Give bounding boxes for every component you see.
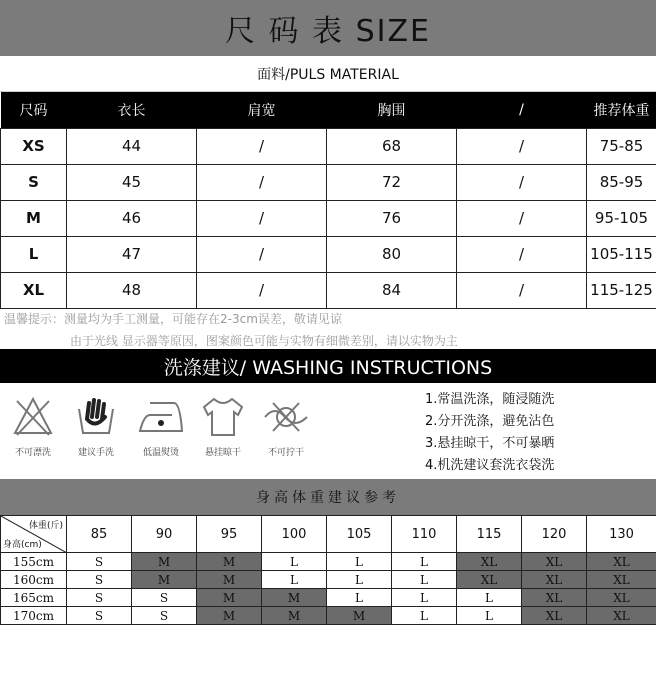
size-recommendation-cell: L [262,571,327,589]
slash-cell: / [457,128,587,164]
size-recommendation-cell: XL [587,607,656,625]
slash-cell: / [457,200,587,236]
washing-instruction-list [425,389,554,477]
size-recommendation-cell: M [132,553,197,571]
low-temp-iron-item [131,395,191,458]
chest-cell: 76 [327,200,457,236]
size-recommendation-cell: M [197,553,262,571]
size-recommendation-cell: M [327,607,392,625]
shoulder-cell: / [197,272,327,308]
shoulder-cell: / [197,236,327,272]
length-cell: 45 [67,164,197,200]
table-row [1,607,656,625]
weight-header-cell: 115 [457,516,522,553]
size-table-header [1,92,656,128]
shoulder-cell: / [197,128,327,164]
no-bleach-item [3,395,63,458]
size-recommendation-cell: M [197,607,262,625]
hand-wash-item [66,395,126,458]
weight-cell: 105-115 [587,236,656,272]
tip-measurement: 温馨提示：测量均为手工测量，可能存在2-3cm误差，敬请见谅 [4,312,342,326]
weight-cell: 115-125 [587,272,656,308]
weight-header-row [1,516,656,553]
chest-cell: 72 [327,164,457,200]
weight-cell: 75-85 [587,128,656,164]
height-weight-table [0,515,656,625]
size-recommendation-cell: L [392,553,457,571]
table-row [1,200,656,236]
size-table [0,92,656,309]
instruction-item: 1.常温洗涤，随浸随洗 [425,392,555,407]
header-length: 衣长 [67,92,197,128]
table-row [1,164,656,200]
no-wring-icon [261,395,311,439]
material-label: 面料/PULS MATERIAL [0,56,656,92]
size-recommendation-cell: S [67,589,132,607]
height-cell: 155cm [1,553,67,571]
height-cell: 170cm [1,607,67,625]
size-recommendation-cell: S [132,607,197,625]
washing-panel [0,383,656,479]
length-cell: 46 [67,200,197,236]
weight-cell: 95-105 [587,200,656,236]
size-recommendation-cell: XL [587,589,656,607]
size-recommendation-cell: L [262,553,327,571]
size-cell: L [1,236,67,272]
hand-wash-label: 建议手洗 [77,448,114,458]
weight-header-cell: 95 [197,516,262,553]
header-slash: / [457,92,587,128]
no-bleach-icon [11,395,55,439]
size-recommendation-cell: L [457,589,522,607]
size-recommendation-cell: XL [522,589,587,607]
length-cell: 48 [67,272,197,308]
instruction-item: 2.分开洗涤，避免沾色 [425,414,555,429]
header-chest: 胸围 [327,92,457,128]
size-recommendation-cell: L [392,589,457,607]
size-recommendation-cell: L [327,589,392,607]
hang-dry-label: 悬挂晾干 [204,448,241,458]
size-recommendation-cell: M [197,589,262,607]
table-row [1,272,656,308]
size-recommendation-cell: M [197,571,262,589]
hand-wash-icon [73,395,119,439]
height-cell: 165cm [1,589,67,607]
slash-cell: / [457,272,587,308]
size-cell: M [1,200,67,236]
size-recommendation-cell: XL [587,571,656,589]
weight-header-cell: 85 [67,516,132,553]
weight-header-cell: 100 [262,516,327,553]
washing-title: 洗涤建议/ WASHING INSTRUCTIONS [0,349,656,383]
shoulder-cell: / [197,164,327,200]
low-temp-iron-icon [136,395,186,439]
slash-cell: / [457,236,587,272]
no-wring-label: 不可拧干 [267,448,304,458]
size-cell: S [1,164,67,200]
size-recommendation-cell: S [132,589,197,607]
weight-header-cell: 120 [522,516,587,553]
length-cell: 44 [67,128,197,164]
size-recommendation-cell: XL [522,571,587,589]
no-wring-item [256,395,316,458]
size-recommendation-cell: L [327,553,392,571]
table-row [1,236,656,272]
corner-weight-label: 体重(斤) [28,521,63,531]
size-recommendation-cell: L [327,571,392,589]
size-cell: XL [1,272,67,308]
header-shoulder: 肩宽 [197,92,327,128]
length-cell: 47 [67,236,197,272]
table-row [1,553,656,571]
hang-dry-item [193,395,253,458]
no-bleach-label: 不可漂洗 [14,448,51,458]
instruction-item: 4.机洗建议套洗衣袋洗 [425,458,555,473]
size-recommendation-cell: XL [522,553,587,571]
weight-header-cell: 130 [587,516,656,553]
size-recommendation-cell: XL [587,553,656,571]
page-title: 尺 码 表 SIZE [0,0,656,56]
table-row [1,571,656,589]
chest-cell: 84 [327,272,457,308]
header-weight: 推荐体重 [587,92,656,128]
chest-cell: 80 [327,236,457,272]
table-row [1,128,656,164]
size-recommendation-cell: XL [522,607,587,625]
size-recommendation-cell: S [67,571,132,589]
size-recommendation-cell: L [392,607,457,625]
size-cell: XS [1,128,67,164]
size-recommendation-cell: L [457,607,522,625]
size-recommendation-cell: M [262,607,327,625]
hang-dry-icon [198,395,248,439]
header-size: 尺码 [1,92,67,128]
table-row [1,589,656,607]
size-recommendation-cell: XL [457,553,522,571]
tip-color: 由于光线 显示器等原因，图案颜色可能与实物有细微差别，请以实物为主 [70,334,458,348]
size-recommendation-cell: M [132,571,197,589]
weight-cell: 85-95 [587,164,656,200]
corner-cell [1,516,67,553]
size-recommendation-cell: XL [457,571,522,589]
size-recommendation-cell: M [262,589,327,607]
corner-height-label: 身高(cm) [3,540,42,550]
height-cell: 160cm [1,571,67,589]
height-weight-title: 身高体重建议参考 [0,479,656,515]
low-temp-iron-label: 低温熨烫 [142,448,179,458]
size-recommendation-cell: S [67,553,132,571]
shoulder-cell: / [197,200,327,236]
weight-header-cell: 90 [132,516,197,553]
instruction-item: 3.悬挂晾干，不可暴晒 [425,436,555,451]
size-recommendation-cell: L [392,571,457,589]
size-recommendation-cell: S [67,607,132,625]
slash-cell: / [457,164,587,200]
chest-cell: 68 [327,128,457,164]
weight-header-cell: 105 [327,516,392,553]
weight-header-cell: 110 [392,516,457,553]
